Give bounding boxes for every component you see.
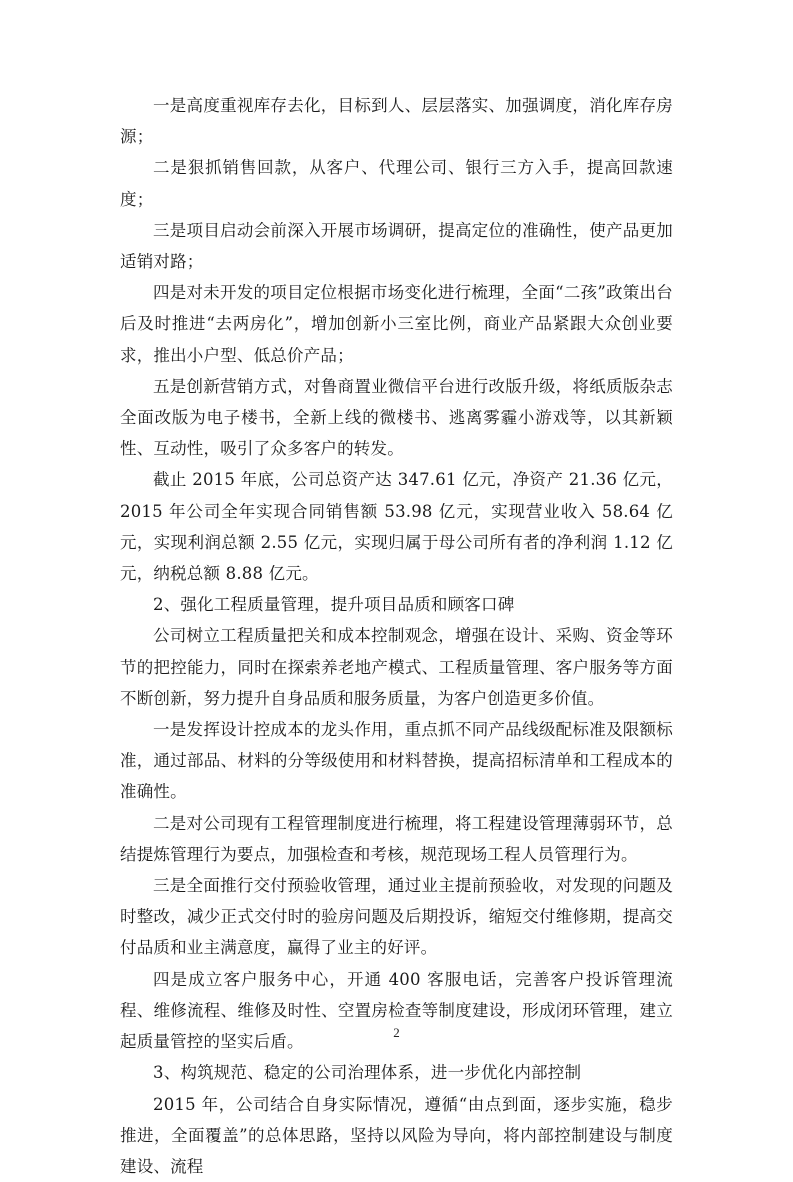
paragraph-positioning: 四是对未开发的项目定位根据市场变化进行梳理，全面“二孩”政策出台后及时推进“去两房化”，增加创新小三室比例，商业产品紧跟大众创业要求，推出小户型、低总价产品； <box>120 277 673 371</box>
paragraph-customer-service: 四是成立客户服务中心，开通 400 客服电话，完善客户投诉管理流程、维修流程、维修及时性、空置房检查等制度建设，形成闭环管理，建立起质量管控的坚实后盾。 <box>120 964 673 1058</box>
paragraph-market-research: 三是项目启动会前深入开展市场调研，提高定位的准确性，使产品更加适销对路； <box>120 215 673 277</box>
paragraph-pre-acceptance: 三是全面推行交付预验收管理，通过业主提前预验收，对发现的问题及时整改，减少正式交付时的验房问题及后期投诉，缩短交付维修期，提高交付品质和业主满意度，赢得了业主的好评。 <box>120 870 673 964</box>
paragraph-collection: 二是狠抓销售回款，从客户、代理公司、银行三方入手，提高回款速度； <box>120 152 673 214</box>
paragraph-management-system: 二是对公司现有工程管理制度进行梳理，将工程建设管理薄弱环节，总结提炼管理行为要点，加强检查和考核，规范现场工程人员管理行为。 <box>120 808 673 870</box>
document-body <box>120 90 673 1182</box>
paragraph-quality-intro: 公司树立工程质量把关和成本控制观念，增强在设计、采购、资金等环节的把控能力，同时在探索养老地产模式、工程质量管理、客户服务等方面不断创新，努力提升自身品质和服务质量，为客户创造更多价值。 <box>120 620 673 714</box>
paragraph-financials: 截止 2015 年底，公司总资产达 347.61 亿元，净资产 21.36 亿元，2015 年公司全年实现合同销售额 53.98 亿元，实现营业收入 58.64 亿元，实现利润总额 2.55 亿元，实现归属于母公司所有者的净利润 1.12 亿元，纳税总额 8.88 亿元。 <box>120 464 673 589</box>
section-heading-governance: 3、构筑规范、稳定的公司治理体系，进一步优化内部控制 <box>120 1057 673 1088</box>
paragraph-design-cost: 一是发挥设计控成本的龙头作用，重点抓不同产品线级配标准及限额标准，通过部品、材料的分等级使用和材料替换，提高招标清单和工程成本的准确性。 <box>120 714 673 808</box>
paragraph-internal-control: 2015 年，公司结合自身实际情况，遵循“由点到面，逐步实施，稳步推进，全面覆盖”的总体思路，坚持以风险为导向，将内部控制建设与制度建设、流程 <box>120 1089 673 1182</box>
section-heading-quality: 2、强化工程质量管理，提升项目品质和顾客口碑 <box>120 589 673 620</box>
page-number: 2 <box>0 1025 793 1041</box>
paragraph-marketing: 五是创新营销方式，对鲁商置业微信平台进行改版升级，将纸质版杂志全面改版为电子楼书，全新上线的微楼书、逃离雾霾小游戏等，以其新颖性、互动性，吸引了众多客户的转发。 <box>120 371 673 465</box>
paragraph-inventory: 一是高度重视库存去化，目标到人、层层落实、加强调度，消化库存房源； <box>120 90 673 152</box>
